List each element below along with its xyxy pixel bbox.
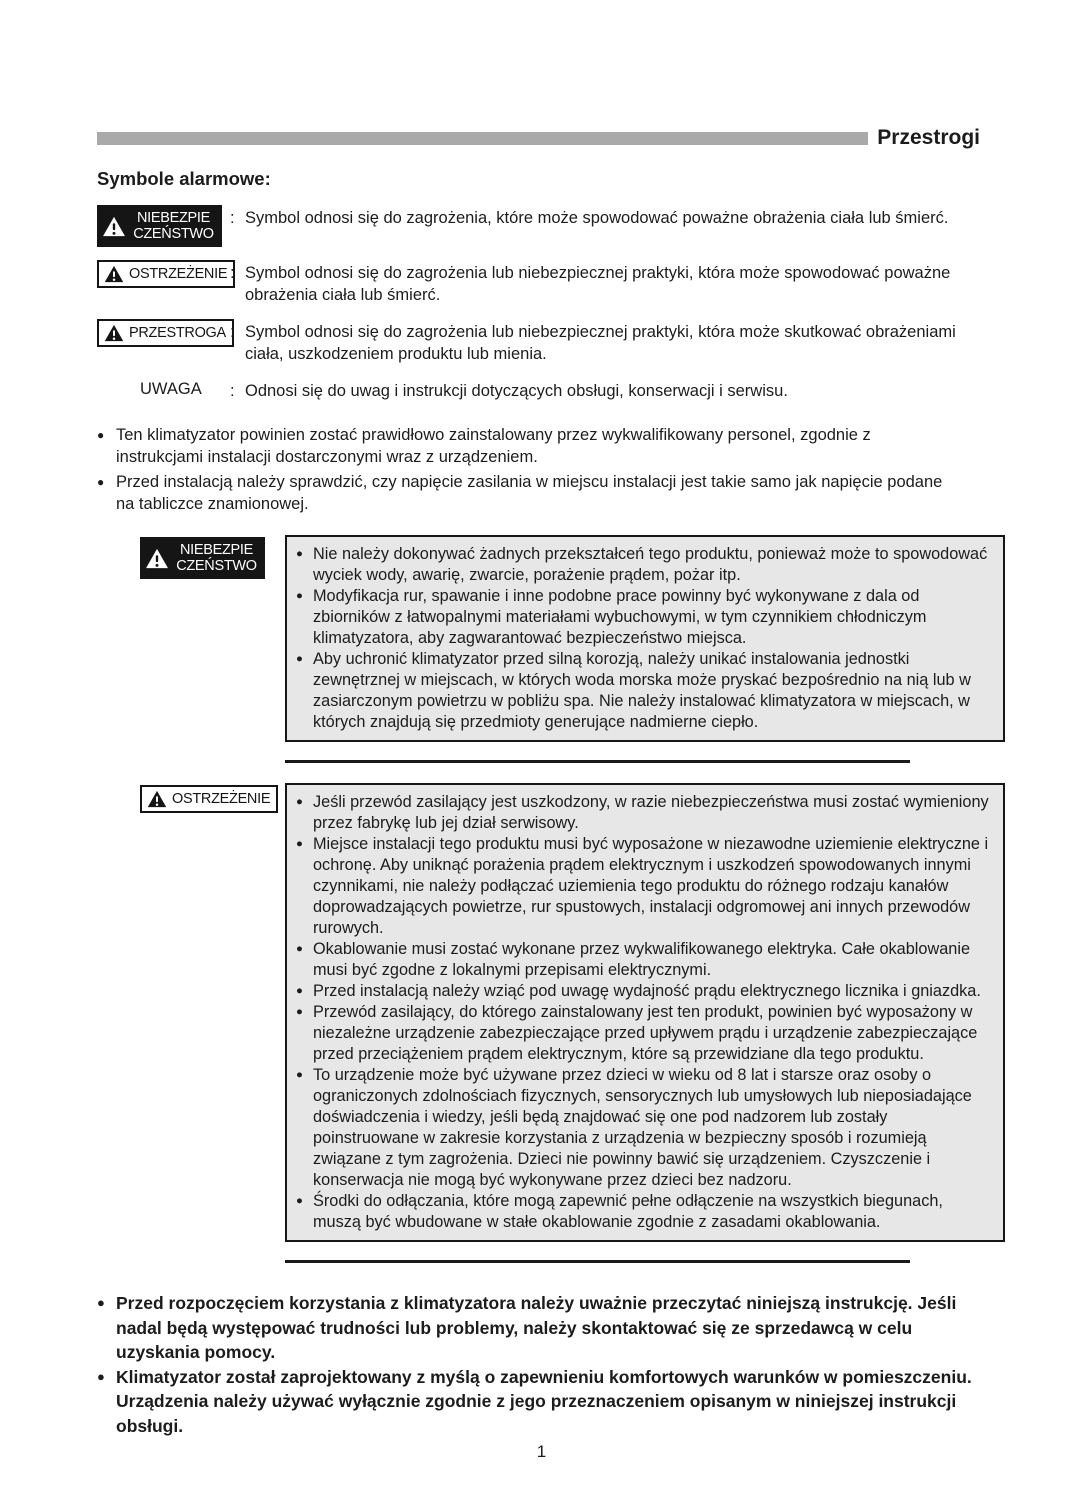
warning-badge	[97, 260, 235, 288]
note-label: UWAGA	[140, 380, 202, 398]
bullet-icon	[296, 1065, 313, 1191]
section-divider	[285, 1260, 910, 1263]
warning-section	[97, 783, 1008, 1242]
bullet-icon	[97, 471, 116, 515]
bullet-icon	[296, 939, 313, 981]
list-item: ● Aby uchronić klimatyzator przed silną korozją, należy unikać instalowania jednostki zewnętrznej w miejscach, w których woda morska może pryskać bezpośrednio na nią lub w zasiarczonym powietrzu w pobliżu spa. Nie należy instalować klimatyzatora w miejscach, w których znajdują się przedmioty generujące nadmierne ciepło.	[296, 649, 993, 733]
warning-badge-label: OSTRZEŻENIE	[129, 266, 228, 282]
symbol-description: : Symbol odnosi się do zagrożenia lub niebezpiecznej praktyki, która może skutkować obrażeniami ciała, uszkodzeniem produktu lub mienia.	[230, 323, 956, 363]
list-item: ● Przewód zasilający, do którego zainstalowany jest ten produkt, powinien być wyposażony w niezależne urządzenie zabezpieczające przed upływem prądu i urządzenie zabezpieczające przed przeciążeniem prądem elektrycznym, które są przewidziane dla tego produktu.	[296, 1002, 993, 1065]
warning-triangle-icon	[104, 324, 124, 342]
danger-badge	[97, 205, 222, 247]
list-item: ● Nie należy dokonywać żadnych przekształceń tego produktu, ponieważ może to spowodować wyciek wody, awarię, zwarcie, porażenie prądem, pożar itp.	[296, 544, 993, 586]
list-item: ● Przed instalacją należy sprawdzić, czy napięcie zasilania w miejscu instalacji jest takie samo jak napięcie podane na tabliczce znamionowej.	[97, 471, 1008, 515]
page-title: Przestrogi	[877, 126, 980, 149]
symbol-row-warning	[97, 260, 1008, 306]
warning-badge-label: OSTRZEŻENIE	[172, 791, 271, 807]
list-item: ● Ten klimatyzator powinien zostać prawidłowo zainstalowany przez wykwalifikowany personel, zgodnie z instrukcjami instalacji dostarczonymi wraz z urządzeniem.	[97, 424, 1008, 468]
bullet-icon	[296, 792, 313, 834]
page-number: 1	[536, 1442, 547, 1461]
alarm-symbols-legend	[97, 205, 1008, 402]
symbol-row-note	[97, 378, 1008, 402]
danger-badge	[140, 537, 265, 579]
header-rule-bar	[97, 132, 868, 145]
warning-triangle-icon	[104, 265, 124, 283]
intro-bullet-list	[97, 424, 1008, 515]
bullet-icon	[97, 1291, 116, 1365]
bullet-icon	[97, 424, 116, 468]
symbol-description: : Symbol odnosi się do zagrożenia lub niebezpiecznej praktyki, która może spowodować poważne obrażenia ciała lub śmierć.	[230, 264, 951, 304]
bullet-icon	[296, 1191, 313, 1233]
list-item: ● Okablowanie musi zostać wykonane przez wykwalifikowanego elektryka. Całe okablowanie musi być zgodne z lokalnymi przepisami elektrycznymi.	[296, 939, 993, 981]
bullet-icon	[296, 544, 313, 586]
section-heading: Symbole alarmowe:	[97, 168, 271, 189]
danger-badge-label: NIEBEZPIE CZEŃSTWO	[133, 209, 214, 242]
danger-badge-label: NIEBEZPIE CZEŃSTWO	[176, 541, 257, 574]
list-item: ● To urządzenie może być używane przez dzieci w wieku od 8 lat i starsze oraz osoby o ograniczonych zdolnościach fizycznych, sensorycznych lub umysłowych lub nieposiadające doświadczenia i wiedzy, jeśli będą znajdować się one pod nadzorem lub zostały poinstruowane w zakresie korzystania z urządzenia w bezpieczny sposób i rozumieją związane z tym zagrożenia. Dzieci nie powinny bawić się urządzeniem. Czyszczenie i konserwacja nie mogą być wykonywane przez dzieci bez nadzoru.	[296, 1065, 993, 1191]
footer-bullet-list	[97, 1291, 1008, 1438]
symbol-row-caution	[97, 319, 1008, 365]
list-item: ● Klimatyzator został zaprojektowany z myślą o zapewnieniu komfortowych warunków w pomieszczeniu. Urządzenia należy używać wyłącznie zgodnie z jego przeznaczeniem opisanym w niniejszej instrukcji obsługi.	[97, 1365, 1008, 1439]
symbol-description: : Odnosi się do uwag i instrukcji dotyczących obsługi, konserwacji i serwisu.	[230, 382, 788, 400]
warning-triangle-icon	[102, 216, 126, 237]
bullet-icon	[296, 834, 313, 939]
bullet-icon	[296, 586, 313, 649]
danger-box	[285, 535, 1005, 742]
danger-section	[97, 535, 1008, 742]
list-item: ● Przed instalacją należy wziąć pod uwagę wydajność prądu elektrycznego licznika i gniazdka.	[296, 981, 993, 1002]
bullet-icon	[296, 981, 313, 1002]
list-item: ● Miejsce instalacji tego produktu musi być wyposażone w niezawodne uziemienie elektryczne i ochronę. Aby uniknąć porażenia prądem elektrycznym i uszkodzeń spowodowanych innymi czynnikami, nie należy podłączać uziemienia tego produktu do różnego rodzaju kanałów doprowadzających powietrze, rur spustowych, instalacji odgromowej ani innych przewodów rurowych.	[296, 834, 993, 939]
list-item: ● Środki do odłączania, które mogą zapewnić pełne odłączenie na wszystkich biegunach, muszą być wbudowane w stałe okablowanie zgodnie z zasadami okablowania.	[296, 1191, 993, 1233]
bullet-icon	[296, 1002, 313, 1065]
list-item: ● Przed rozpoczęciem korzystania z klimatyzatora należy uważnie przeczytać niniejszą instrukcję. Jeśli nadal będą występować trudności lub problemy, należy skontaktować się ze sprzedawcą w celu uzyskania pomocy.	[97, 1291, 1008, 1365]
warning-box	[285, 783, 1005, 1242]
caution-badge-label: PRZESTROGA	[129, 325, 226, 341]
warning-badge	[140, 785, 278, 813]
warning-triangle-icon	[147, 790, 167, 808]
bullet-icon	[296, 649, 313, 733]
caution-badge	[97, 319, 234, 347]
bullet-icon	[97, 1365, 116, 1439]
section-divider	[285, 760, 910, 763]
symbol-description: : Symbol odnosi się do zagrożenia, które może spowodować poważne obrażenia ciała lub śmierć.	[230, 209, 949, 227]
list-item: ● Jeśli przewód zasilający jest uszkodzony, w razie niebezpieczeństwa musi zostać wymieniony przez fabrykę lub jej dział serwisowy.	[296, 792, 993, 834]
warning-triangle-icon	[145, 548, 169, 569]
symbol-row-danger	[97, 205, 1008, 247]
list-item: ● Modyfikacja rur, spawanie i inne podobne prace powinny być wykonywane z dala od zbiorników z łatwopalnymi materiałami wybuchowymi, w tym czynnikiem chłodniczym klimatyzatora, aby zagwarantować bezpieczeństwo miejsca.	[296, 586, 993, 649]
page-header	[97, 126, 1008, 150]
